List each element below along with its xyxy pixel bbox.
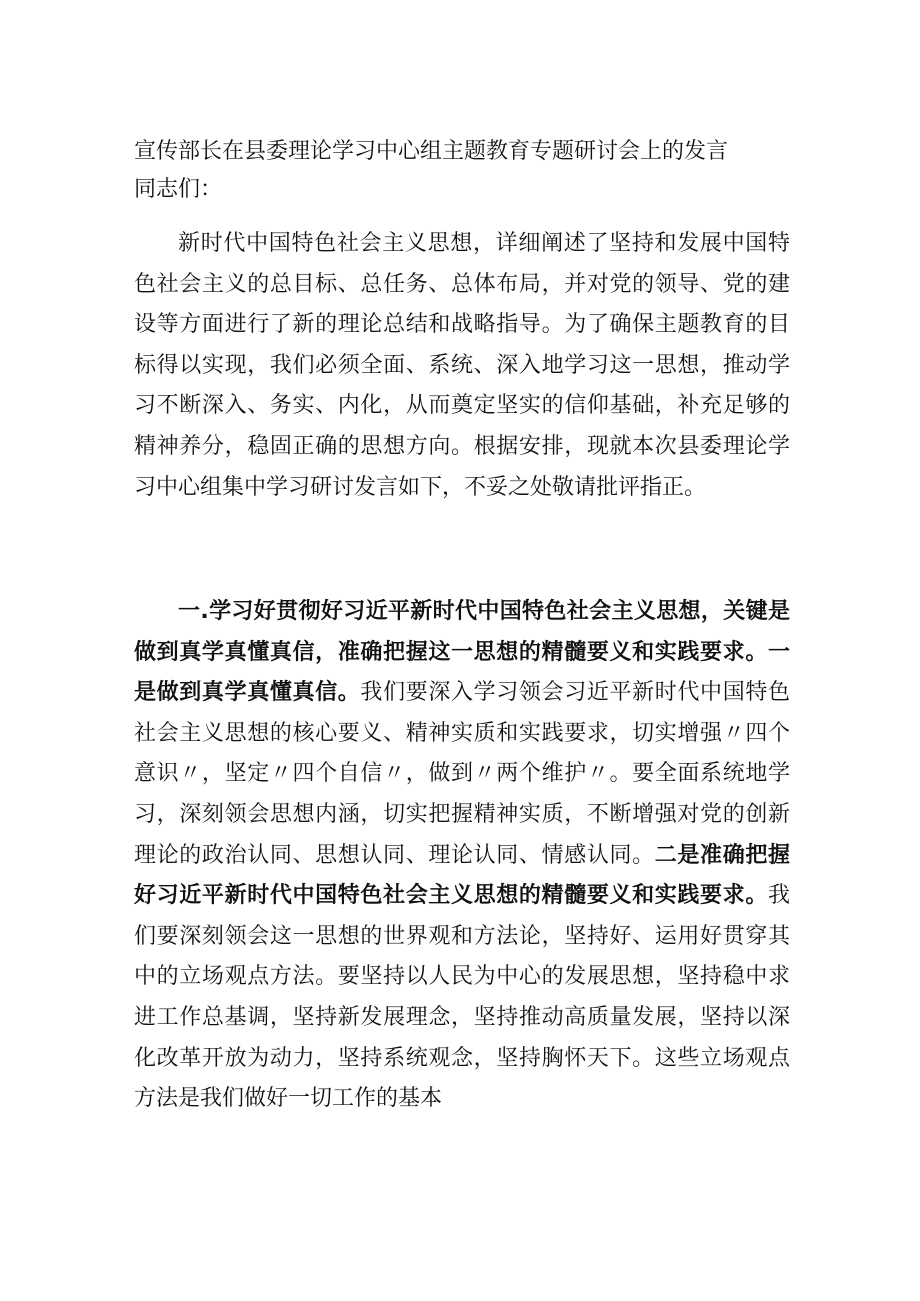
point-one-text: 我们要深入学习领会习近平新时代中国特色社会主义思想的核心要义、精神实质和实践要求，切实增强〃四个意识〃，坚定〃四个自信〃，做到〃两个维护〃。要全面系统地学习，深刻领会思想内涵，切实把握精神实质，不断增强对党的创新理论的政治认同、思想认同、理论认同、情感认同。 <box>134 680 790 868</box>
salutation: 同志们： <box>134 177 223 202</box>
intro-paragraph: 新时代中国特色社会主义思想，详细阐述了坚持和发展中国特色社会主义的总目标、总任务、总体布局，并对党的领导、党的建设等方面进行了新的理论总结和战略指导。为了确保主题教育的目标得以实现，我们必须全面、系统、深入地学习这一思想，推动学习不断深入、务实、内化，从而奠定坚实的信仰基础，补充足够的精神养分，稳固正确的思想方向。根据安排，现就本次县委理论学习中心组集中学习研讨发言如下，不妥之处敬请批评指正。 <box>134 231 790 500</box>
section-one-heading: 一.学习好贯彻好习近平新时代中国特色社会主义思想，关键是做到真学真懂真信，准确把握这一思想的精髓要义和实践要求。 <box>134 599 790 665</box>
section-one-paragraph <box>134 592 790 1120</box>
point-two-text: 我们要深刻领会这一思想的世界观和方法论，坚持好、运用好贯穿其中的立场观点方法。要坚持以人民为中心的发展思想，坚持稳中求进工作总基调，坚持新发展理念，坚持推动高质量发展，坚持以深化改革开放为动力，坚持系统观念，坚持胸怀天下。这些立场观点方法是我们做好一切工作的基本 <box>134 883 790 1112</box>
document-title: 宣传部长在县委理论学习中心组主题教育专题研讨会上的发言 <box>134 139 729 164</box>
point-two-heading: 二是准确把握好习近平新时代中国特色社会主义思想的精髓要义和实践要求。 <box>134 842 790 909</box>
point-one-heading: 一是做到真学真懂真信。 <box>134 639 790 706</box>
